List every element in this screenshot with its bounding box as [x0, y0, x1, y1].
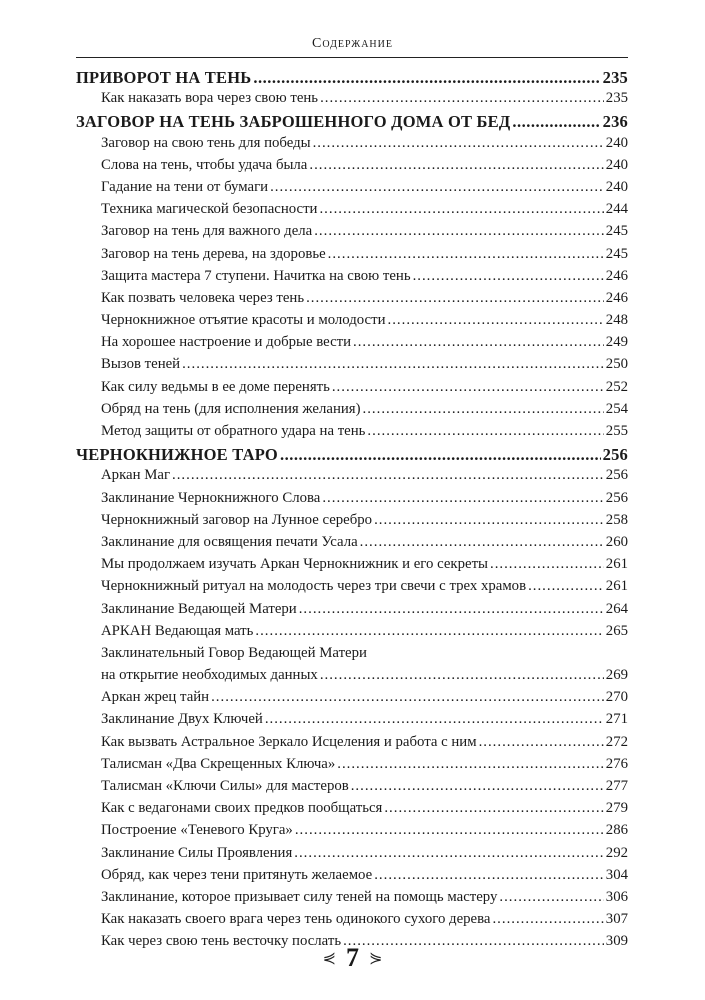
running-header: Содержание [312, 36, 393, 51]
toc-entry-page: 309 [605, 933, 628, 950]
toc-entry-title: Заклинательный Говор Ведающей Матери [101, 644, 367, 661]
toc-leader-dots [270, 179, 604, 196]
toc-entry-page: 258 [605, 511, 628, 528]
toc-entry[interactable] [76, 90, 628, 112]
toc-leader-dots [299, 601, 604, 618]
toc-entry[interactable] [76, 822, 628, 844]
toc-entry-page: 260 [605, 533, 628, 550]
toc-leader-dots [295, 822, 604, 839]
toc-entry-page: 246 [605, 289, 628, 306]
toc-entry-title: На хорошее настроение и добрые вести [101, 334, 352, 351]
toc-leader-dots [294, 845, 604, 862]
toc-entry-page: 271 [605, 711, 628, 728]
toc-entry[interactable] [76, 135, 628, 157]
toc-entry-title: Заклинание Чернокнижного Слова [101, 489, 321, 506]
toc-section-entry[interactable] [76, 112, 628, 134]
toc-entry-title: Обряд, как через тени притянуть желаемое [101, 866, 373, 883]
toc-leader-dots [353, 334, 604, 351]
toc-leader-dots [413, 268, 604, 285]
toc-entry-page: 286 [605, 822, 628, 839]
toc-leader-dots [528, 578, 604, 595]
toc-entry-page: 255 [605, 423, 628, 439]
toc-entry-page: 261 [605, 578, 628, 595]
toc-entry-title: Вызов теней [101, 356, 181, 373]
toc-leader-dots [388, 312, 604, 329]
toc-entry-title: Аркан Маг [101, 467, 171, 484]
toc-leader-dots [280, 445, 601, 465]
toc-leader-dots [306, 290, 604, 307]
toc-entry[interactable] [76, 223, 628, 245]
toc-entry-page: 252 [605, 378, 628, 395]
header-rule [76, 57, 628, 58]
toc-entry-page: 235 [605, 90, 628, 107]
toc-leader-dots [490, 556, 604, 573]
toc-entry[interactable] [76, 711, 628, 733]
toc-entry-page: 248 [605, 312, 628, 329]
toc-entry[interactable] [76, 689, 628, 711]
toc-entry-title: Построение «Теневого Круга» [101, 822, 293, 839]
toc-entry-title: Как с ведагонами своих предков пообщаться [101, 800, 383, 817]
toc-entry-page: 277 [605, 778, 628, 794]
toc-leader-dots [499, 889, 603, 906]
toc-leader-dots [351, 778, 604, 795]
toc-leader-dots [320, 667, 604, 684]
toc-entry[interactable] [76, 756, 628, 778]
toc-entry[interactable] [76, 379, 628, 401]
toc-entry-title: Заклинание Силы Проявления [101, 844, 293, 861]
toc-leader-dots [374, 867, 604, 884]
toc-entry[interactable] [76, 246, 628, 268]
toc-entry-page: 256 [602, 445, 628, 465]
toc-entry-title: Чернокнижное отъятие красоты и молодости [101, 312, 386, 329]
toc-leader-dots [319, 201, 603, 218]
toc-entry-page: 235 [602, 68, 628, 87]
toc-entry-title: Обряд на тень (для исполнения желания) [101, 400, 361, 417]
toc-entry[interactable] [76, 778, 628, 800]
toc-entry-page: 250 [605, 356, 628, 373]
toc-entry-page: 256 [605, 467, 628, 484]
toc-entry-page: 254 [605, 400, 628, 417]
toc-entry-title: Метод защиты от обратного удара на тень [101, 423, 366, 439]
toc-entry[interactable] [76, 556, 628, 578]
toc-entry[interactable] [76, 845, 628, 867]
toc-entry[interactable] [76, 667, 628, 689]
toc-entry-page: 279 [605, 800, 628, 817]
page-number: 7 [346, 943, 359, 972]
toc-entry-title: Как через свою тень весточку послать [101, 933, 342, 950]
toc-entry[interactable] [76, 268, 628, 290]
toc-entry[interactable] [76, 157, 628, 179]
toc-entry-page: 245 [605, 223, 628, 240]
toc-leader-dots [384, 800, 603, 817]
toc-leader-dots [492, 911, 603, 928]
toc-section-entry[interactable] [76, 445, 628, 467]
toc-entry-page: 244 [605, 201, 628, 218]
toc-entry-title: Гадание на тени от бумаги [101, 178, 269, 195]
toc-entry[interactable] [76, 312, 628, 334]
toc-entry-title: Как вызвать Астральное Зеркало Исцеления и работа с ним [101, 733, 477, 750]
toc-leader-dots [211, 689, 604, 706]
page-footer [0, 943, 705, 973]
toc-leader-dots [182, 356, 604, 373]
toc-entry-title: Заклинание для освящения печати Усала [101, 533, 358, 550]
toc-entry-page: 240 [605, 156, 628, 173]
toc-entry-page: 292 [605, 844, 628, 861]
toc-leader-dots [512, 112, 600, 132]
toc-entry-page: 307 [605, 911, 628, 928]
toc-entry-title: Защита мастера 7 ступени. Начитка на свою тень [101, 267, 411, 284]
toc-leader-dots [337, 756, 604, 773]
toc-entry-page: 261 [605, 556, 628, 573]
toc-leader-dots [253, 68, 600, 88]
toc-entry-page: 236 [602, 112, 628, 132]
toc-entry-page: 249 [605, 334, 628, 351]
toc-entry-page: 264 [605, 600, 628, 617]
toc-entry-title: Мы продолжаем изучать Аркан Чернокнижник и его секреты [101, 556, 488, 573]
toc-entry-page: 304 [605, 866, 628, 883]
toc-entry-page: 256 [605, 489, 628, 506]
toc-leader-dots [363, 401, 604, 418]
toc-entry-page: 240 [605, 178, 628, 195]
toc-entry[interactable] [76, 623, 628, 645]
toc-entry-title: Талисман «Ключи Силы» для мастеров [101, 778, 349, 794]
toc-entry[interactable] [76, 334, 628, 356]
toc-leader-dots [309, 157, 603, 174]
toc-entry[interactable] [76, 800, 628, 822]
toc-entry[interactable] [76, 490, 628, 512]
toc-section-entry[interactable] [76, 68, 628, 90]
toc-entry-title: Как наказать вора через свою тень [101, 90, 319, 107]
toc-entry-page: 270 [605, 689, 628, 706]
toc-entry-title: Как наказать своего врага через тень одинокого сухого дерева [101, 911, 491, 928]
toc-entry-title: Аркан жрец тайн [101, 689, 210, 706]
toc-leader-dots [322, 490, 603, 507]
toc-leader-dots [328, 246, 604, 263]
toc-entry-title: ЧЕРНОКНИЖНОЕ ТАРО [76, 445, 278, 465]
toc-entry-title: Заклинание, которое призывает силу теней на помощь мастеру [101, 888, 498, 905]
toc-entry[interactable] [76, 534, 628, 556]
toc-entry-title: ПРИВОРОТ НА ТЕНЬ [76, 68, 252, 87]
toc-entry-title: на открытие необходимых данных [101, 667, 318, 684]
toc-entry-page: 269 [605, 667, 628, 684]
ornament-left-icon: ⋞ [322, 950, 336, 967]
toc-entry[interactable] [76, 911, 628, 933]
toc-entry[interactable] [76, 290, 628, 312]
toc-entry-title: Заклинание Двух Ключей [101, 711, 263, 728]
toc-entry[interactable] [76, 467, 628, 489]
toc-entry-title: Как силу ведьмы в ее доме перенять [101, 378, 330, 395]
toc-entry[interactable] [76, 578, 628, 600]
toc-entry[interactable] [76, 512, 628, 534]
toc-entry[interactable] [76, 401, 628, 423]
toc-entry[interactable] [76, 867, 628, 889]
toc-entry-page: 306 [605, 888, 628, 905]
toc-leader-dots [360, 534, 604, 551]
toc-entry-page: 240 [605, 134, 628, 151]
toc-leader-dots [314, 223, 604, 240]
toc-entry[interactable] [76, 423, 628, 445]
toc-entry-title: Техника магической безопасности [101, 201, 318, 218]
table-of-contents [76, 68, 628, 956]
toc-entry-title: Заговор на тень для важного дела [101, 223, 313, 240]
toc-leader-dots [255, 623, 603, 640]
toc-entry-title: ЗАГОВОР НА ТЕНЬ ЗАБРОШЕННОГО ДОМА ОТ БЕД [76, 112, 511, 132]
toc-entry[interactable] [76, 889, 628, 911]
toc-leader-dots [313, 135, 604, 152]
toc-entry-title: Чернокнижный заговор на Лунное серебро [101, 511, 373, 528]
toc-entry-title: Чернокнижный ритуал на молодость через три свечи с трех храмов [101, 578, 527, 595]
toc-leader-dots [172, 467, 604, 484]
toc-leader-dots [374, 512, 604, 529]
toc-entry[interactable] [76, 356, 628, 378]
toc-entry-page: 245 [605, 245, 628, 262]
toc-leader-dots [320, 90, 604, 107]
toc-entry-title: Заговор на тень дерева, на здоровье [101, 245, 326, 262]
toc-entry-title: Слова на тень, чтобы удача была [101, 156, 308, 173]
toc-entry-title: Талисман «Два Скрещенных Ключа» [101, 755, 336, 772]
toc-entry-title: АРКАН Ведающая мать [101, 622, 254, 639]
toc-leader-dots [265, 711, 604, 728]
toc-entry-title: Заговор на свою тень для победы [101, 134, 311, 151]
toc-entry-page: 276 [605, 755, 628, 772]
toc-entry[interactable] [76, 734, 628, 756]
toc-leader-dots [479, 734, 604, 751]
toc-entry[interactable] [76, 601, 628, 623]
toc-entry[interactable] [76, 179, 628, 201]
toc-entry[interactable] [76, 645, 628, 667]
toc-entry-page: 272 [605, 733, 628, 750]
ornament-right-icon: ⋟ [369, 950, 383, 967]
toc-entry-page: 265 [605, 622, 628, 639]
toc-entry-title: Заклинание Ведающей Матери [101, 600, 297, 617]
toc-entry[interactable] [76, 201, 628, 223]
toc-leader-dots [367, 423, 603, 440]
toc-entry-page: 246 [605, 267, 628, 284]
toc-leader-dots [332, 379, 604, 396]
toc-entry-title: Как позвать человека через тень [101, 289, 305, 306]
